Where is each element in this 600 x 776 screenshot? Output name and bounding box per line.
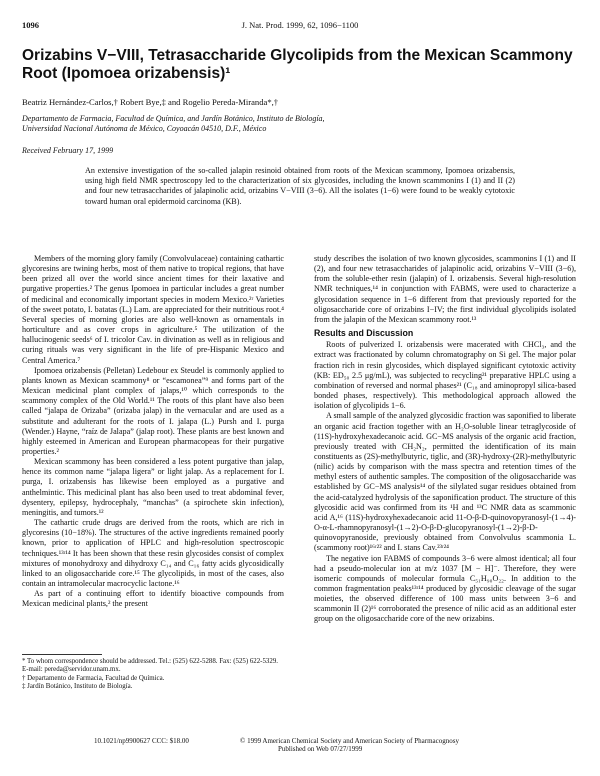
affiliation-line: Departamento de Farmacia, Facultad de Química, and Jardín Botánico, Instituto de Biología, <box>22 114 325 123</box>
received-date: Received February 17, 1999 <box>22 146 114 155</box>
footnotes <box>22 658 284 691</box>
running-header <box>22 20 578 31</box>
affiliation-line: Universidad Nacional Autónoma de México, Coyoacán 04510, D.F., México <box>22 124 267 133</box>
body-paragraph: A small sample of the analyzed glycosidic fraction was saponified to liberate an organic acid fraction together with an H₂O-soluble linear tetraglycoside of (11S)-hydroxyhexadecanoic acid. GC−MS analysis of the organic acid fraction, previously treated with CH₂N₂, permitted the identification of its main constituents as (2S)-methylbutyric, tiglic, and (3R)-hydroxy-(2R)-methylbutyric (nilic) acids by comparison with the mass spectra and retention times of the methyl esters of authentic samples. The composition of the oligosaccharide was established by GC−MS analysis¹⁴ of the silylated sugar residues obtained from the acid-catalyzed hydrolysis of the saponification product. The structure of this glycosidic acid was confirmed from its ¹H and ¹³C NMR data as scammonic acid A,¹⁶ (11S)-hydroxyhexadecanoic acid 11-O-β-D-quinovopyranosyl-(1→4)-O-α-L-rhamnopyranosyl-(1→2)-O-β-D-glucopyranosyl-(1→2)-β-D-quinovopyranoside, previously obtained from Convolvulus scammonia L. (scammony root)¹⁶ʳ²² and I. stans Cav.²³ʳ²⁴ <box>314 411 576 553</box>
section-heading: Results and Discussion <box>314 328 414 339</box>
published-date: Published on Web 07/27/1999 <box>278 745 363 753</box>
body-paragraph: The cathartic crude drugs are derived from the roots, which are rich in glycoresins (10−18%). The structures of the active ingredients remained poorly known, prior to application of HPLC and high-resolution spectroscopic techniques.¹³ʳ¹⁴ It has been shown that these resin glycosides consist of complex mixtures of monohydroxy and dihydroxy C₁₄ and C₁₆ fatty acids glycosidically linked to an oligosaccharide core.¹⁵ The glycolipids, in most of the cases, also contain an intramolecular macrocyclic lactone.¹⁶ <box>22 518 284 588</box>
abstract: An extensive investigation of the so-called jalapin resinoid obtained from roots of the Mexican scammony, Ipomoea orizabensis, using high field NMR spectroscopy led to the characterization of six glycosides, including the known scammonins I (1) and II (2) and four new tetrasaccharides of jalapinolic acid, orizabins V−VIII (3−6). All the isolates (1−6) were found to be weakly cytotoxic toward human oral epidermoid carcinoma (KB). <box>85 166 515 206</box>
body-paragraph: Roots of pulverized I. orizabensis were macerated with CHCl₃, and the extract was fractionated by column chromatography on Si gel. The major polar fraction rich in resin glycosides, which displayed significant cytotoxic activity (KB: ED₅₀ 2.5 μg/mL), was subjected to recycling²¹ preparative HPLC using a combination of reversed and normal phases²¹ (C₁₈ and aminopropyl silica-based bonded phases, respectively). This methodological approach allowed the isolation of glycolipids 1−6. <box>314 340 576 411</box>
body-paragraph: Ipomoea orizabensis (Pelletan) Ledebour ex Steudel is commonly applied to plants known as Mexican scammony⁸ or “escamonea”⁹ and forms part of the Mexican medicinal plant complex of jalaps,¹⁰ which corresponds to the scammony complex of the Old World.¹¹ The roots of this plant have also been called “jalapa de Orizaba” (orizaba jalap) in the vernacular and are used as a substitute and adulterant for the roots of I. jalapa (L.) Pursh and I. purga (Wender.) Hayne, “raíz de Jalapa” (jalap root). These plants are best known and highly esteemed in American and European pharmacopeas for their purgative properties.² <box>22 365 284 456</box>
right-column <box>314 254 576 625</box>
body-paragraph: Mexican scammony has been considered a less potent purgative than jalap, hence its common name “jalapa ligera” or light jalap. As a replacement for I. purga, I. orizabensis has likewise been employed as a purgative and anthelmintic. This medicinal plant has also been used to treat abdominal fever, dysentery, epilepsy, hydrocephaly, “manchas” (a spirochete skin infection), meningitis, and tumors.¹² <box>22 457 284 517</box>
author-list: Beatriz Hernández-Carlos,† Robert Bye,‡ and Rogelio Pereda-Miranda*,† <box>22 97 279 107</box>
footnote-rule <box>22 654 102 655</box>
footnote: * To whom correspondence should be addressed. Tel.: (525) 622-5288. Fax: (525) 622-5329. E-mail: pereda@servidor.unam.mx. <box>22 658 278 674</box>
doi-line: 10.1021/np9900627 CCC: $18.00 <box>94 737 189 745</box>
page-number: 1096 <box>22 20 39 30</box>
journal-citation: J. Nat. Prod. 1999, 62, 1096−1100 <box>241 20 359 30</box>
body-paragraph: The negative ion FABMS of compounds 3−6 were almost identical; all four had a pseudo-molecular ion at m/z 1037 [M − H]⁻. Therefore, they were isomeric compounds of molecular formula C₅₁H₉₀O₂₂. In addition to the common fragmentation peaks¹³ʳ¹⁴ produced by glycosidic cleavage of the sugar moieties, the observed difference of 100 mass units between 3−6 and scammonin II (2)¹⁶ corroborated the presence of nilic acid as an additional ester group on the oligosaccharide core of the new orizabins. <box>314 553 576 624</box>
left-column <box>22 254 284 609</box>
copyright-line: © 1999 American Chemical Society and American Society of Pharmacognosy <box>240 737 459 745</box>
footnote: † Departamento de Farmacia, Facultad de Química. <box>22 674 165 682</box>
affiliation <box>22 114 582 134</box>
body-paragraph: As part of a continuing effort to identify bioactive compounds from Mexican medicinal plants,² the present <box>22 589 284 609</box>
footnote: ‡ Jardín Botánico, Instituto de Biología. <box>22 682 133 690</box>
body-paragraph: Members of the morning glory family (Convolvulaceae) containing cathartic glycoresins are twining herbs, most of them native to tropical regions, that have been prized all over the world since ancient times for their laxative and purgative properties.² The genus Ipomoea in particular includes a great number of medicinal and economically important species in modern Mexico.²ʳ Varieties of the sweet potato, I. batatas (L.) Lam. are appreciated for their nutritious root.⁴ Several species of morning glories are also well-known as ornamentals in horticulture and as cover crops in agriculture.⁵ The utilization of the hallucinogenic seeds⁶ of I. tricolor Cav. in divination as well as in religious and curing rituals was very significant in the life of pre-Hispanic Mexico and Central America.⁷ <box>22 254 284 365</box>
body-paragraph: study describes the isolation of two known glycosides, scammonins I (1) and II (2), and four new tetrasaccharides of jalapinolic acid, orizabins V−VIII (3−6), from the soluble-ether resin (jalapin) of I. orizabensis. Several high-resolution NMR techniques,¹⁴ in conjunction with FABMS, were used to characterize a glycosidation sequence in 1−6 different from that previously reported for the oligosaccharide core of orizabins I−IV; the first individual glycolipids isolated from the jalapin of the Mexican scammony root.¹³ <box>314 254 576 324</box>
article-title: Orizabins V−VIII, Tetrasaccharide Glycolipids from the Mexican Scammony Root (Ipomoea orizabensis)¹ <box>22 47 573 82</box>
